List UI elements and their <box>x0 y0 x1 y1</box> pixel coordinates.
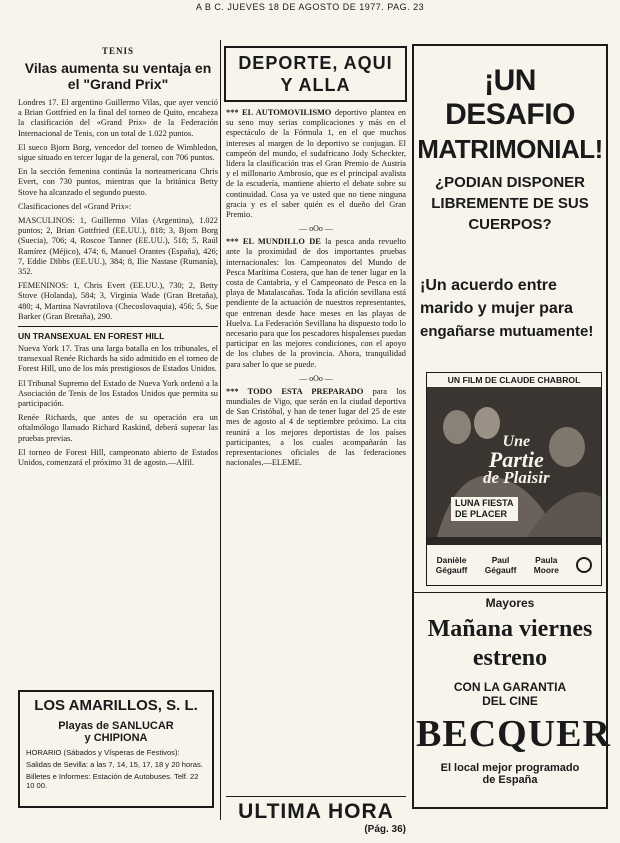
question-line: ¿PODIAN DISPONER <box>434 174 585 191</box>
separator: — oOo — <box>299 373 333 383</box>
headline-line: MATRIMONIAL! <box>417 134 603 164</box>
film-title <box>483 433 550 487</box>
credit-last: Moore <box>533 565 559 575</box>
film-spanish-title <box>451 497 518 521</box>
question-line: CUERPOS? <box>468 216 552 233</box>
paragraph: El Tribunal Supremo del Estado de Nueva York ordenó a la Asociación de Tenis de los Estados Unidos que permita su participación. <box>18 378 218 409</box>
rating-text: Mayores <box>485 596 535 610</box>
schedule-title: HORARIO (Sábados y Vísperas de Festivos): <box>26 748 180 757</box>
question-line: LIBREMENTE DE SUS <box>431 195 589 212</box>
article-headline: Vilas aumenta su ventaja en el "Grand Prix" <box>24 60 212 92</box>
company-name: LOS AMARILLOS, S. L. <box>34 697 198 714</box>
divider <box>226 796 406 797</box>
divider <box>18 326 218 327</box>
film-title-line: Partie <box>488 447 544 472</box>
bus-advert <box>18 690 214 808</box>
cinema-name: BECQUER <box>416 713 611 755</box>
item-lead: *** EL AUTOMOVILISMO <box>226 108 332 117</box>
ultima-hora-box <box>226 800 406 835</box>
page-header: A B C. JUEVES 18 DE AGOSTO DE 1977. PAG. 23 <box>195 2 425 12</box>
tagline-line: de España <box>482 774 538 786</box>
spanish-title-line: LUNA FIESTA <box>455 498 514 508</box>
paragraph: El sueco Bjorn Borg, vencedor del torneo de Wimbledon, sigue situado en tercer lugar de la general, con 706 puntos. <box>18 142 218 163</box>
section-kicker: TENIS <box>101 46 134 56</box>
destination-line: Playas de SANLUCAR <box>58 720 174 732</box>
news-item <box>226 108 406 220</box>
release-date: Mañana viernes <box>427 616 593 642</box>
tenis-article <box>18 46 218 472</box>
destination-line: y CHIPIONA <box>84 732 148 744</box>
paragraph: El torneo de Forest Hill, campeonato abierto de Estados Unidos, comenzará el próximo 31 de agosto.—Alfil. <box>18 447 218 468</box>
deporte-column <box>226 108 406 473</box>
credit <box>534 555 559 575</box>
standings-women: FEMENINOS: 1, Chris Evert (EE.UU.), 730; 2, Betty Stove (Holanda), 584; 3, Virginia Wade (Gran Bretaña), 480; 4, Martina Navratilova (Checoslovaquia), 456; 5, Sue Barker (Gran Bretaña), 290. <box>18 281 218 321</box>
item-text: para los mundiales de Vigo, que serán en la ciudad deportiva de San Cristóbal, y han de tener lugar del 25 de este mes de agosto al 4 de septiembre próximo. La cita reunirá a los mejores deportistas de los países participantes, a los cuales acompañarán las representaciones oficiales de las federaciones nacionales.—ELEME. <box>226 386 407 468</box>
spanish-title-line: DE PLACER <box>455 509 508 519</box>
credit-first: Paula <box>535 555 558 565</box>
film-title-line: Une <box>502 433 531 450</box>
paragraph: Londres 17. El argentino Guillermo Vilas, que ayer venció a Brian Gottfried en la final del torneo de Quito, encabeza la clasificación del «Grand Prix» de la Federación Internacional de Tenis, con un total de 1.022 puntos. <box>18 98 218 138</box>
deporte-title-box <box>224 46 407 102</box>
news-item <box>226 387 406 469</box>
film-poster <box>426 372 602 586</box>
ticket-info: Billetes e Informes: Estación de Autobuses. Telf. 22 10 00. <box>26 772 199 790</box>
ultima-hora-title: ULTIMA HORA <box>238 800 394 823</box>
separator: — oOo — <box>299 224 333 234</box>
agreement-line: marido y mujer para <box>420 300 573 317</box>
section-title: Y ALLA <box>280 75 351 95</box>
credit-first: Danièle <box>436 555 467 565</box>
item-text: deportivo plantea en su seno muy serias complicaciones y más en el espectáculo de la Fórmula 1, en el que muchos intereses al margen de lo deportivo se conjugan. El campeón del mundo, el sudafricano Jody Scheckter, lidera la clasificación tras el Gran Premio de Austria y el millonario Ambrosio, que es el principal avalista de la escudería, mantiene abierto el debate sobre su continuidad. Cosa ya ve usted que no tiene ninguna gracia y es el saber quién es el dueño del Gran Premio. <box>226 108 406 220</box>
item-text: la pesca anda revuelto ante la proximidad de dos importantes pruebas internacionales: los Campeonatos del Mundo de Pesca Marítima Costera, que han de tener lugar en la costa de Cantabria, y el Campeonato de Pesca en la playa de Matalascañas. Toda la afición sevillana está pendiente de la actuación de nuestros representantes, que entrenan desde hace meses en las playas de Huelva. La Federación Sevillana ha dispuesto todo lo necesario para que los pescadores hispalenses puedan participar en las mejores condiciones, con el apoyo de los clubes de la provincia. Ahora, tranquilidad para saber lo que se puede. <box>226 237 406 369</box>
ultima-hora-page: (Pág. 36) <box>364 824 406 835</box>
agreement-line: engañarse mutuamente! <box>420 323 594 340</box>
article-headline: UN TRANSEXUAL EN FOREST HILL <box>18 331 165 342</box>
paragraph: En la sección femenina continúa la norteamericana Chris Evert, con 730 puntos, mientras que la británica Betty Stove ha alcanzado el segundo puesto. <box>18 167 218 197</box>
credit <box>485 555 517 575</box>
column-rule <box>220 40 221 820</box>
film-title-line: de Plaisir <box>483 468 550 487</box>
item-lead: *** TODO ESTA PREPARADO <box>226 386 364 396</box>
ad-agreement <box>420 274 604 343</box>
paragraph: Nueva York 17. Tras una larga batalla en los tribunales, el transexual Renée Richards ha sido admitido en el torneo de Forest Hill, uno de los más prestigiosos de Estados Unidos. <box>18 344 218 374</box>
release-info <box>416 596 611 786</box>
credit-first: Paul <box>491 555 510 565</box>
divider <box>412 592 608 593</box>
credit-last: Gégauff <box>484 565 517 575</box>
section-title: DEPORTE, AQUI <box>238 53 393 73</box>
standings-men: MASCULINOS: 1, Guillermo Vilas (Argentina), 1.022 puntos; 2, Brian Gottfried (EE.UU.), 818; 3, Bjorn Borg (Suecia), 706; 4, Roscoe Tanner (EE.UU.), 518; 5, Raúl Ramírez (Méjico), 474; 6, Manuel Orantes (España), 426; 7, Eddie Dibbs (EE.UU.), 384; 8, Ilie Nastase (Rumanía), 352. <box>18 216 218 277</box>
release-word: estreno <box>472 645 548 671</box>
rating-icon <box>576 557 592 573</box>
film-banner: UN FILM DE CLAUDE CHABROL <box>427 373 601 387</box>
credit-last: Gégauff <box>435 565 468 575</box>
item-lead: *** EL MUNDILLO DE <box>226 237 321 247</box>
ad-headline <box>416 64 604 166</box>
news-item <box>226 237 406 370</box>
guarantee-line: DEL CINE <box>482 694 538 708</box>
tagline-line: El local mejor programado <box>440 762 580 774</box>
headline-line: ¡UN DESAFIO <box>445 64 575 131</box>
paragraph: Renée Richards, que antes de su operación era un oftalmólogo llamado Richard Raskind, deberá superar las pruebas previas. <box>18 413 218 443</box>
ad-question <box>416 172 604 235</box>
credits-bar <box>427 545 601 585</box>
guarantee-line: CON LA GARANTIA <box>453 680 567 694</box>
departures: Salidas de Sevilla: a las 7, 14, 15, 17, 18 y 20 horas. <box>26 760 203 769</box>
credit <box>436 555 468 575</box>
agreement-line: ¡Un acuerdo entre <box>420 277 557 294</box>
standings-title: Clasificaciones del «Grand Prix»: <box>18 201 132 211</box>
